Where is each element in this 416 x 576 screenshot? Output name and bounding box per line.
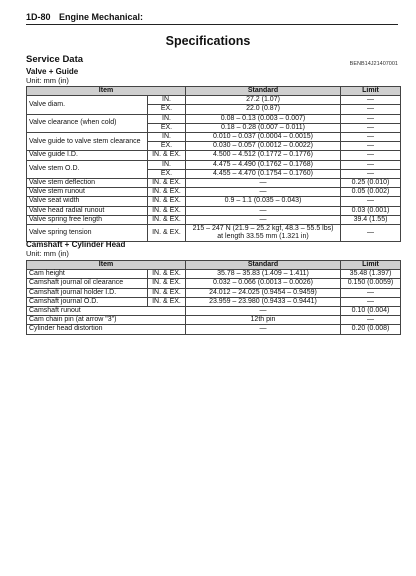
limit-cell: 0.05 (0.002) <box>341 188 401 197</box>
item-cell: Camshaft journal oil clearance <box>27 279 148 288</box>
condition-cell: EX. <box>148 169 186 178</box>
item-cell: Valve spring free length <box>27 215 148 224</box>
section-name: Engine Mechanical: <box>59 12 144 22</box>
page-number: 1D-80 <box>26 12 51 22</box>
limit-cell: 0.20 (0.008) <box>341 325 401 334</box>
valve-guide-unit: Unit: mm (in) <box>26 76 69 85</box>
table-row <box>27 297 401 306</box>
standard-cell: 0.030 – 0.057 (0.0012 – 0.0022) <box>186 142 341 151</box>
item-cell: Valve clearance (when cold) <box>27 114 148 132</box>
limit-cell: — <box>341 123 401 132</box>
limit-cell: — <box>341 105 401 114</box>
limit-cell: — <box>341 151 401 160</box>
table-header-row <box>27 87 401 96</box>
item-cell: Cam chain pin (at arrow "3") <box>27 316 186 325</box>
limit-cell: 0.25 (0.010) <box>341 179 401 188</box>
standard-cell: 22.0 (0.87) <box>186 105 341 114</box>
item-cell: Cam height <box>27 270 148 279</box>
standard-cell: — <box>186 188 341 197</box>
standard-cell: 0.18 – 0.28 (0.007 – 0.011) <box>186 123 341 132</box>
condition-cell: IN. & EX. <box>148 279 186 288</box>
item-cell: Valve guide to valve stem clearance <box>27 133 148 151</box>
standard-cell: 0.08 – 0.13 (0.003 – 0.007) <box>186 114 341 123</box>
table-row <box>27 197 401 206</box>
limit-cell: — <box>341 225 401 242</box>
condition-cell: IN. & EX. <box>148 297 186 306</box>
standard-cell: 24.012 – 24.025 (0.9454 – 0.9459) <box>186 288 341 297</box>
standard-cell: 4.455 – 4.470 (0.1754 – 0.1760) <box>186 169 341 178</box>
standard-cell: — <box>186 307 341 316</box>
condition-cell: IN. & EX. <box>148 179 186 188</box>
standard-cell <box>186 225 341 242</box>
standard-cell: 35.78 – 35.83 (1.409 – 1.411) <box>186 270 341 279</box>
limit-cell: 0.150 (0.0059) <box>341 279 401 288</box>
table-row <box>27 96 401 105</box>
page-header <box>26 12 398 25</box>
limit-cell: — <box>341 160 401 169</box>
limit-cell: — <box>341 316 401 325</box>
standard-line-2: at length 33.55 mm (1.321 in) <box>217 233 309 241</box>
standard-cell: 4.475 – 4.490 (0.1762 – 0.1768) <box>186 160 341 169</box>
camshaft-unit: Unit: mm (in) <box>26 249 69 258</box>
limit-cell: — <box>341 142 401 151</box>
standard-cell: 23.959 – 23.980 (0.9433 – 0.9441) <box>186 297 341 306</box>
table-row <box>27 160 401 169</box>
condition-cell: IN. <box>148 96 186 105</box>
standard-line-1: 215 – 247 N (21.9 – 25.2 kgf, 48.3 – 55.5 lbs) <box>192 225 334 233</box>
condition-cell: IN. <box>148 160 186 169</box>
limit-cell: — <box>341 114 401 123</box>
item-cell: Valve stem O.D. <box>27 160 148 178</box>
item-cell: Camshaft runout <box>27 307 186 316</box>
header-standard: Standard <box>186 261 341 270</box>
limit-cell: — <box>341 288 401 297</box>
table-row <box>27 215 401 224</box>
table-row <box>27 114 401 123</box>
camshaft-table <box>26 260 401 335</box>
condition-cell: IN. <box>148 114 186 123</box>
condition-cell: IN. & EX. <box>148 215 186 224</box>
condition-cell: IN. <box>148 133 186 142</box>
limit-cell: 39.4 (1.55) <box>341 215 401 224</box>
table-row <box>27 151 401 160</box>
standard-cell: 4.500 – 4.512 (0.1772 – 0.1776) <box>186 151 341 160</box>
condition-cell: IN. & EX. <box>148 225 186 242</box>
table-row <box>27 288 401 297</box>
item-cell: Valve seat width <box>27 197 148 206</box>
item-cell: Camshaft journal holder I.D. <box>27 288 148 297</box>
table-row <box>27 188 401 197</box>
item-cell: Valve spring tension <box>27 225 148 242</box>
reference-code: BENB14J21407001 <box>349 61 398 67</box>
header-item: Item <box>27 261 186 270</box>
page-title: Specifications <box>165 34 251 48</box>
limit-cell: — <box>341 169 401 178</box>
condition-cell: IN. & EX. <box>148 270 186 279</box>
condition-cell: IN. & EX. <box>148 188 186 197</box>
item-cell: Valve stem runout <box>27 188 148 197</box>
item-cell: Valve stem deflection <box>27 179 148 188</box>
condition-cell: EX. <box>148 105 186 114</box>
condition-cell: IN. & EX. <box>148 151 186 160</box>
condition-cell: IN. & EX. <box>148 288 186 297</box>
table-row <box>27 279 401 288</box>
standard-cell: 0.032 – 0.066 (0.0013 – 0.0026) <box>186 279 341 288</box>
table-row <box>27 325 401 334</box>
condition-cell: IN. & EX. <box>148 197 186 206</box>
valve-guide-title: Valve + Guide <box>26 67 79 76</box>
standard-cell: — <box>186 179 341 188</box>
standard-cell: 0.010 – 0.037 (0.0004 – 0.0015) <box>186 133 341 142</box>
table-header-row <box>27 261 401 270</box>
header-limit: Limit <box>341 87 401 96</box>
condition-cell: IN. & EX. <box>148 206 186 215</box>
standard-cell: 0.9 – 1.1 (0.035 – 0.043) <box>186 197 341 206</box>
condition-cell: EX. <box>148 123 186 132</box>
table-row <box>27 133 401 142</box>
item-cell: Camshaft journal O.D. <box>27 297 148 306</box>
table-row <box>27 179 401 188</box>
standard-cell: — <box>186 206 341 215</box>
header-limit: Limit <box>341 261 401 270</box>
table-row <box>27 316 401 325</box>
table-row <box>27 307 401 316</box>
limit-cell: — <box>341 133 401 142</box>
limit-cell: — <box>341 297 401 306</box>
standard-cell: 27.2 (1.07) <box>186 96 341 105</box>
limit-cell: 35.48 (1.397) <box>341 270 401 279</box>
limit-cell: 0.03 (0.001) <box>341 206 401 215</box>
table-row <box>27 270 401 279</box>
standard-cell: — <box>186 215 341 224</box>
header-item: Item <box>27 87 186 96</box>
standard-cell: — <box>186 325 341 334</box>
item-cell: Valve guide I.D. <box>27 151 148 160</box>
camshaft-title: Camshaft + Cylinder Head <box>26 240 126 249</box>
item-cell: Cylinder head distortion <box>27 325 186 334</box>
table-row <box>27 206 401 215</box>
item-cell: Valve diam. <box>27 96 148 114</box>
limit-cell: — <box>341 96 401 105</box>
item-cell: Valve head radial runout <box>27 206 148 215</box>
section-title: Service Data <box>26 54 84 65</box>
limit-cell: — <box>341 197 401 206</box>
header-standard: Standard <box>186 87 341 96</box>
condition-cell: EX. <box>148 142 186 151</box>
standard-cell: 12th pin <box>186 316 341 325</box>
limit-cell: 0.10 (0.004) <box>341 307 401 316</box>
valve-guide-table <box>26 86 401 242</box>
